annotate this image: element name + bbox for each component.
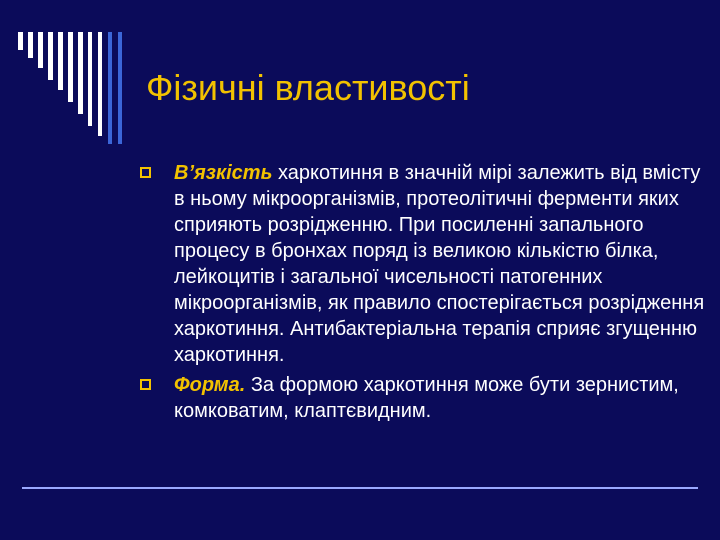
square-bullet-icon — [140, 379, 151, 390]
bullet-text: харкотиння в значній мірі залежить від вмісту в ньому мікроорганізмів, протеолітичні ферменти яких сприяють розрідженню. При посиленні запального процесу в бронхах поряд із великою кількістю білка, лейкоцитів і загальної чисельності патогенних мікроорганізмів, як правило спостерігається розрідження харкотиння. Антибактеріальна терапія сприяє згущенню харкотиння. — [174, 162, 705, 366]
slide-content — [140, 160, 705, 428]
bullet-text: За формою харкотиння може бути зернистим, комковатим, клаптєвидним. — [174, 374, 679, 422]
decorative-stripes — [18, 32, 128, 144]
footer-divider — [22, 487, 698, 489]
bullet-viscosity — [140, 160, 705, 368]
bullet-term: В’язкість — [174, 162, 273, 184]
square-bullet-icon — [140, 167, 151, 178]
slide-title: Фізичні властивості — [146, 67, 470, 108]
bullet-form — [140, 372, 705, 424]
bullet-term: Форма. — [174, 374, 246, 396]
